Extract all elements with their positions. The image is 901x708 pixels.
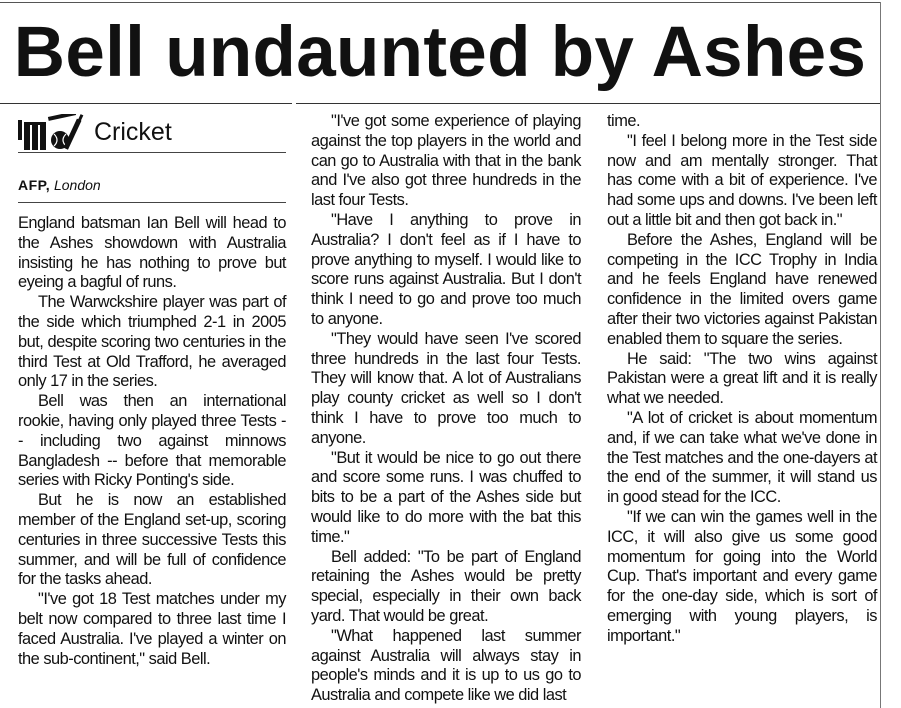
paragraph: "I feel I belong more in the Test side now and am mentally stronger. That has come with a bit of experience. I've had some ups and downs. I've been left out a little bit and then got back in." xyxy=(607,131,877,229)
paragraph: But he is now an established member of the England set-up, scoring centuries in three successive Tests this summer, and will be full of confidence for the tasks ahead. xyxy=(18,491,286,589)
paragraph: Before the Ashes, England will be competing in the ICC Trophy in India and he feels England have renewed confidence in the limited overs game after their two victories against Pakistan enabled them to square the series. xyxy=(607,230,877,348)
byline-agency: AFP, xyxy=(18,177,51,193)
headline: Bell undaunted by Ashes xyxy=(13,13,867,92)
article-column-1 xyxy=(18,214,286,669)
headline-rule-right xyxy=(296,103,880,104)
paragraph: "Have I anything to prove in Australia? I don't feel as if I have to prove anything to myself. I would like to score runs against Australia. But I don't think I need to go and prove too much to anyone. xyxy=(311,210,581,328)
article-column-3 xyxy=(607,112,877,647)
paragraph: "What happened last summer against Australia will always stay in people's minds and it is up to us go to Australia and compete like we did last xyxy=(311,626,581,705)
paragraph: time. xyxy=(607,112,641,130)
byline-rule xyxy=(18,202,286,203)
article-column-2 xyxy=(311,112,581,706)
paragraph: "A lot of cricket is about momentum and, if we can take what we've done in the Test matches and the one-dayers at the end of the summer, it will stand us in good stead for the ICC. xyxy=(607,408,877,507)
byline-location: London xyxy=(53,177,101,193)
cricket-logo-icon xyxy=(18,114,90,152)
paragraph: Bell added: "To be part of England retaining the Ashes would be pretty special, especially in their own back yard. That would be great. xyxy=(311,547,581,625)
paragraph: "I've got 18 Test matches under my belt now compared to three last time I faced Australia. I've played a winter on the sub-continent," said Bell. xyxy=(18,590,286,668)
right-border xyxy=(880,2,881,708)
paragraph: England batsman Ian Bell will head to the Ashes showdown with Australia insisting he has nothing to prove but eyeing a bagful of runs. xyxy=(18,214,286,292)
paragraph: "But it would be nice to go out there and score some runs. I was chuffed to bits to be a part of the Ashes side but would like to do more with the bat this time." xyxy=(311,448,581,546)
paragraph: "I've got some experience of playing against the top players in the world and can go to Australia with that in the bank and I've also got three hundreds in the last four Tests. xyxy=(311,112,581,210)
paragraph: He said: "The two wins against Pakistan were a great lift and it is really what we needed. xyxy=(607,349,877,408)
paragraph: The Warwckshire player was part of the side which triumphed 2-1 in 2005 but, despite scoring two centuries in the third Test at Old Trafford, he averaged only 17 in the series. xyxy=(18,293,286,391)
top-border xyxy=(0,2,880,3)
paragraph: Bell was then an international rookie, having only played three Tests -- including two against minnows Bangladesh -- before that memorable series with Ricky Ponting's side. xyxy=(18,392,286,490)
paragraph: "They would have seen I've scored three hundreds in the last four Tests. They will know that. A lot of Australians play county cricket as well so I don't think I have to prove too much to anyone. xyxy=(311,329,581,447)
headline-rule-left xyxy=(0,103,292,104)
section-header xyxy=(18,112,286,152)
section-label: Cricket xyxy=(94,118,172,146)
byline xyxy=(18,176,101,194)
section-rule xyxy=(18,152,286,153)
paragraph: "If we can win the games well in the ICC, it will also give us some good momentum for going into the World Cup. That's important and every game for the one-day side, which is sort of emerging with young players, is important." xyxy=(607,507,877,645)
